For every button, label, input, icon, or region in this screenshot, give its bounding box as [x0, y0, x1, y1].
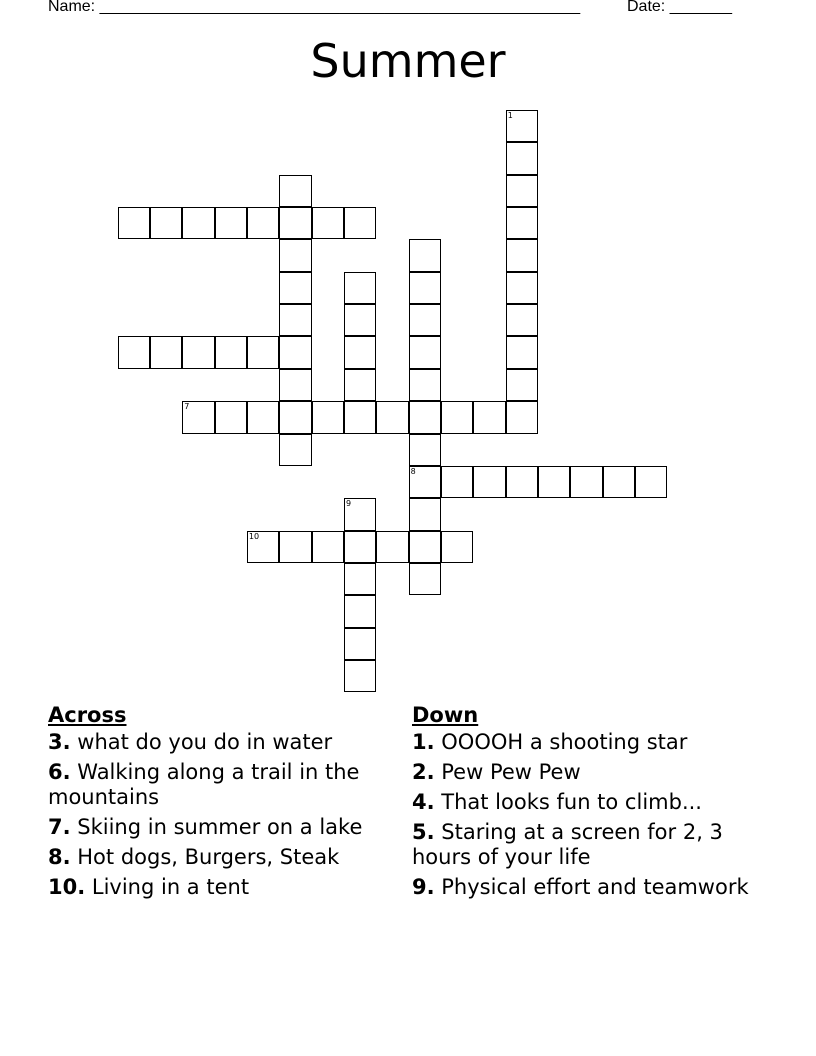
across-clue [48, 815, 393, 840]
grid-cell[interactable] [409, 531, 441, 563]
grid-cell[interactable] [344, 369, 376, 401]
clue-number-label: 1 [507, 111, 513, 120]
clue-number: 6. [48, 760, 71, 784]
grid-cell[interactable] [279, 369, 311, 401]
grid-cell[interactable] [473, 466, 505, 498]
grid-cell[interactable] [279, 434, 311, 466]
grid-cell[interactable] [344, 628, 376, 660]
grid-cell[interactable] [506, 369, 538, 401]
down-clue [412, 760, 772, 785]
grid-cell[interactable] [441, 401, 473, 433]
grid-cell[interactable] [409, 498, 441, 530]
clue-number: 8. [48, 845, 71, 869]
grid-cell[interactable] [635, 466, 667, 498]
grid-cell[interactable] [150, 336, 182, 368]
grid-cell[interactable] [409, 272, 441, 304]
grid-cell[interactable] [344, 401, 376, 433]
across-clue [48, 760, 393, 810]
grid-cell[interactable] [376, 531, 408, 563]
across-clue [48, 730, 393, 755]
grid-cell[interactable] [409, 563, 441, 595]
name-field-label: Name: ______________________________________________________ [48, 0, 581, 15]
clue-number: 7. [48, 815, 71, 839]
grid-cell[interactable] [215, 401, 247, 433]
grid-cell[interactable] [344, 595, 376, 627]
page-title: Summer [310, 34, 506, 88]
clue-number: 3. [48, 730, 71, 754]
clue-text: OOOOH a shooting star [434, 730, 688, 754]
grid-cell[interactable] [247, 207, 279, 239]
grid-cell[interactable] [506, 272, 538, 304]
clue-number: 2. [412, 760, 435, 784]
grid-cell[interactable] [570, 466, 602, 498]
grid-cell[interactable] [182, 401, 214, 433]
across-clue [48, 845, 393, 870]
clue-number: 10. [48, 875, 86, 899]
grid-cell[interactable] [344, 531, 376, 563]
date-field-label: Date: _______ [627, 0, 732, 15]
down-clue [412, 790, 772, 815]
grid-cell[interactable] [215, 207, 247, 239]
grid-cell[interactable] [344, 498, 376, 530]
grid-cell[interactable] [506, 401, 538, 433]
grid-cell[interactable] [506, 175, 538, 207]
grid-cell[interactable] [279, 531, 311, 563]
clue-text: Pew Pew Pew [434, 760, 581, 784]
clue-number-label: 10 [248, 531, 260, 541]
grid-cell[interactable] [118, 207, 150, 239]
grid-cell[interactable] [506, 304, 538, 336]
grid-cell[interactable] [344, 272, 376, 304]
clue-number-label: 8 [410, 466, 416, 476]
grid-cell[interactable] [441, 466, 473, 498]
grid-cell[interactable] [506, 110, 538, 142]
grid-cell[interactable] [409, 369, 441, 401]
clue-number: 1. [412, 730, 435, 754]
grid-cell[interactable] [247, 336, 279, 368]
grid-cell[interactable] [344, 660, 376, 692]
grid-cell[interactable] [409, 466, 441, 498]
grid-cell[interactable] [506, 336, 538, 368]
down-clue [412, 730, 772, 755]
grid-cell[interactable] [506, 142, 538, 174]
down-clue [412, 820, 772, 870]
grid-cell[interactable] [247, 401, 279, 433]
clue-text: That looks fun to climb... [434, 790, 702, 814]
clue-text: Living in a tent [85, 875, 250, 899]
grid-cell[interactable] [182, 207, 214, 239]
grid-cell[interactable] [312, 531, 344, 563]
grid-cell[interactable] [441, 531, 473, 563]
grid-cell[interactable] [279, 304, 311, 336]
grid-cell[interactable] [344, 336, 376, 368]
grid-cell[interactable] [506, 239, 538, 271]
down-clue [412, 875, 772, 900]
grid-cell[interactable] [506, 207, 538, 239]
grid-cell[interactable] [409, 239, 441, 271]
grid-cell[interactable] [409, 336, 441, 368]
grid-cell[interactable] [409, 434, 441, 466]
grid-cell[interactable] [376, 401, 408, 433]
clue-text: Physical effort and teamwork [434, 875, 749, 899]
clue-text: Hot dogs, Burgers, Steak [70, 845, 340, 869]
grid-cell[interactable] [279, 207, 311, 239]
across-clue [48, 875, 393, 900]
grid-cell[interactable] [409, 304, 441, 336]
clue-number-label: 7 [184, 402, 190, 412]
clue-number: 5. [412, 820, 435, 844]
grid-cell[interactable] [279, 239, 311, 271]
clue-text: Skiing in summer on a lake [70, 815, 363, 839]
grid-cell[interactable] [344, 563, 376, 595]
grid-cell[interactable] [279, 336, 311, 368]
down-clues [412, 703, 772, 905]
grid-cell[interactable] [279, 175, 311, 207]
down-heading: Down [412, 703, 479, 727]
grid-cell[interactable] [279, 401, 311, 433]
grid-cell[interactable] [279, 272, 311, 304]
grid-cell[interactable] [506, 466, 538, 498]
clue-number: 4. [412, 790, 435, 814]
grid-cell[interactable] [118, 336, 150, 368]
across-clues [48, 703, 393, 905]
clue-number: 9. [412, 875, 435, 899]
grid-cell[interactable] [247, 531, 279, 563]
clue-text: Staring at a screen for 2, 3 hours of your life [412, 820, 723, 869]
clue-text: Walking along a trail in the mountains [48, 760, 360, 809]
grid-cell[interactable] [344, 304, 376, 336]
grid-cell[interactable] [312, 207, 344, 239]
grid-cell[interactable] [215, 336, 247, 368]
grid-cell[interactable] [409, 401, 441, 433]
grid-cell[interactable] [150, 207, 182, 239]
grid-cell[interactable] [312, 401, 344, 433]
grid-cell[interactable] [603, 466, 635, 498]
grid-cell[interactable] [473, 401, 505, 433]
grid-cell[interactable] [344, 207, 376, 239]
grid-cell[interactable] [182, 336, 214, 368]
clue-text: what do you do in water [70, 730, 333, 754]
grid-cell[interactable] [538, 466, 570, 498]
across-heading: Across [48, 703, 127, 727]
clue-number-label: 9 [345, 499, 352, 509]
